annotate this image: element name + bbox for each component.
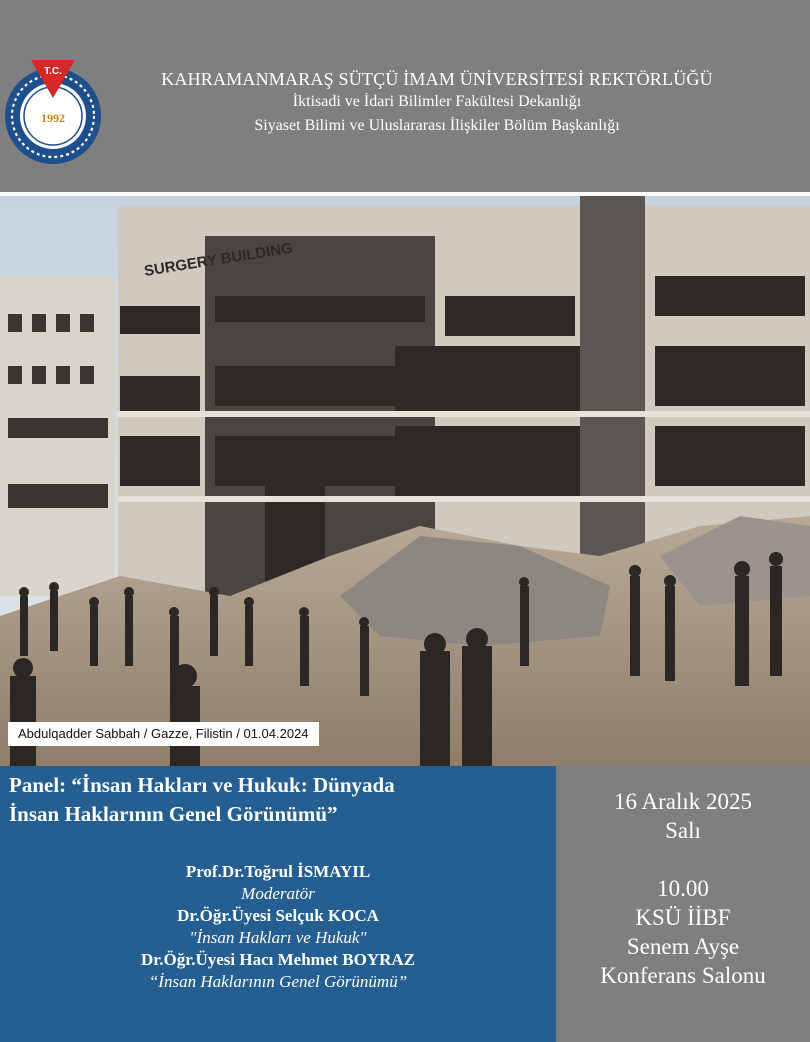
- panel-title-line1: Panel: “İnsan Hakları ve Hukuk: Dünyada: [9, 773, 395, 797]
- event-time: 10.00: [657, 876, 709, 901]
- header-text: [112, 68, 762, 138]
- speaker-role: Moderatör: [241, 884, 315, 903]
- destroyed-building-photo: [0, 196, 810, 766]
- event-venue-line2: Senem Ayşe: [626, 934, 740, 959]
- department-title: Siyaset Bilimi ve Uluslararası İlişkiler Bölüm Başkanlığı: [254, 117, 620, 134]
- speaker-name: Prof.Dr.Toğrul İSMAYIL: [185, 862, 371, 881]
- event-venue-line1: KSÜ İİBF: [635, 905, 731, 930]
- speaker-role: "İnsan Hakları ve Hukuk": [189, 928, 367, 947]
- faculty-title: İktisadi ve İdari Bilimler Fakültesi Dekanlığı: [292, 93, 582, 110]
- event-details: [556, 766, 810, 1042]
- header-banner: [0, 0, 810, 192]
- panel-info: [0, 766, 556, 1042]
- event-date: 16 Aralık 2025: [614, 789, 752, 814]
- event-day: Salı: [665, 818, 701, 843]
- speaker-name: Dr.Öğr.Üyesi Selçuk KOCA: [177, 906, 379, 925]
- logo-year: 1992: [41, 111, 65, 125]
- panel-title-line2: İnsan Haklarının Genel Görünümü”: [9, 802, 338, 826]
- building-sign: SURGERY BUILDING: [142, 239, 294, 280]
- rectorate-title: KAHRAMANMARAŞ SÜTÇÜ İMAM ÜNİVERSİTESİ REKTÖRLÜĞÜ: [161, 69, 713, 89]
- photo-caption: Abdulqadder Sabbah / Gazze, Filistin / 01.04.2024: [8, 722, 319, 746]
- panel-title: [9, 771, 549, 829]
- event-venue-line3: Konferans Salonu: [600, 963, 766, 988]
- university-logo: [3, 58, 103, 166]
- speaker-role: “İnsan Haklarının Genel Görünümü”: [148, 972, 408, 991]
- logo-tc-text: T.C.: [44, 66, 62, 77]
- speaker-name: Dr.Öğr.Üyesi Hacı Mehmet BOYRAZ: [140, 950, 416, 969]
- speaker-list: [0, 861, 556, 993]
